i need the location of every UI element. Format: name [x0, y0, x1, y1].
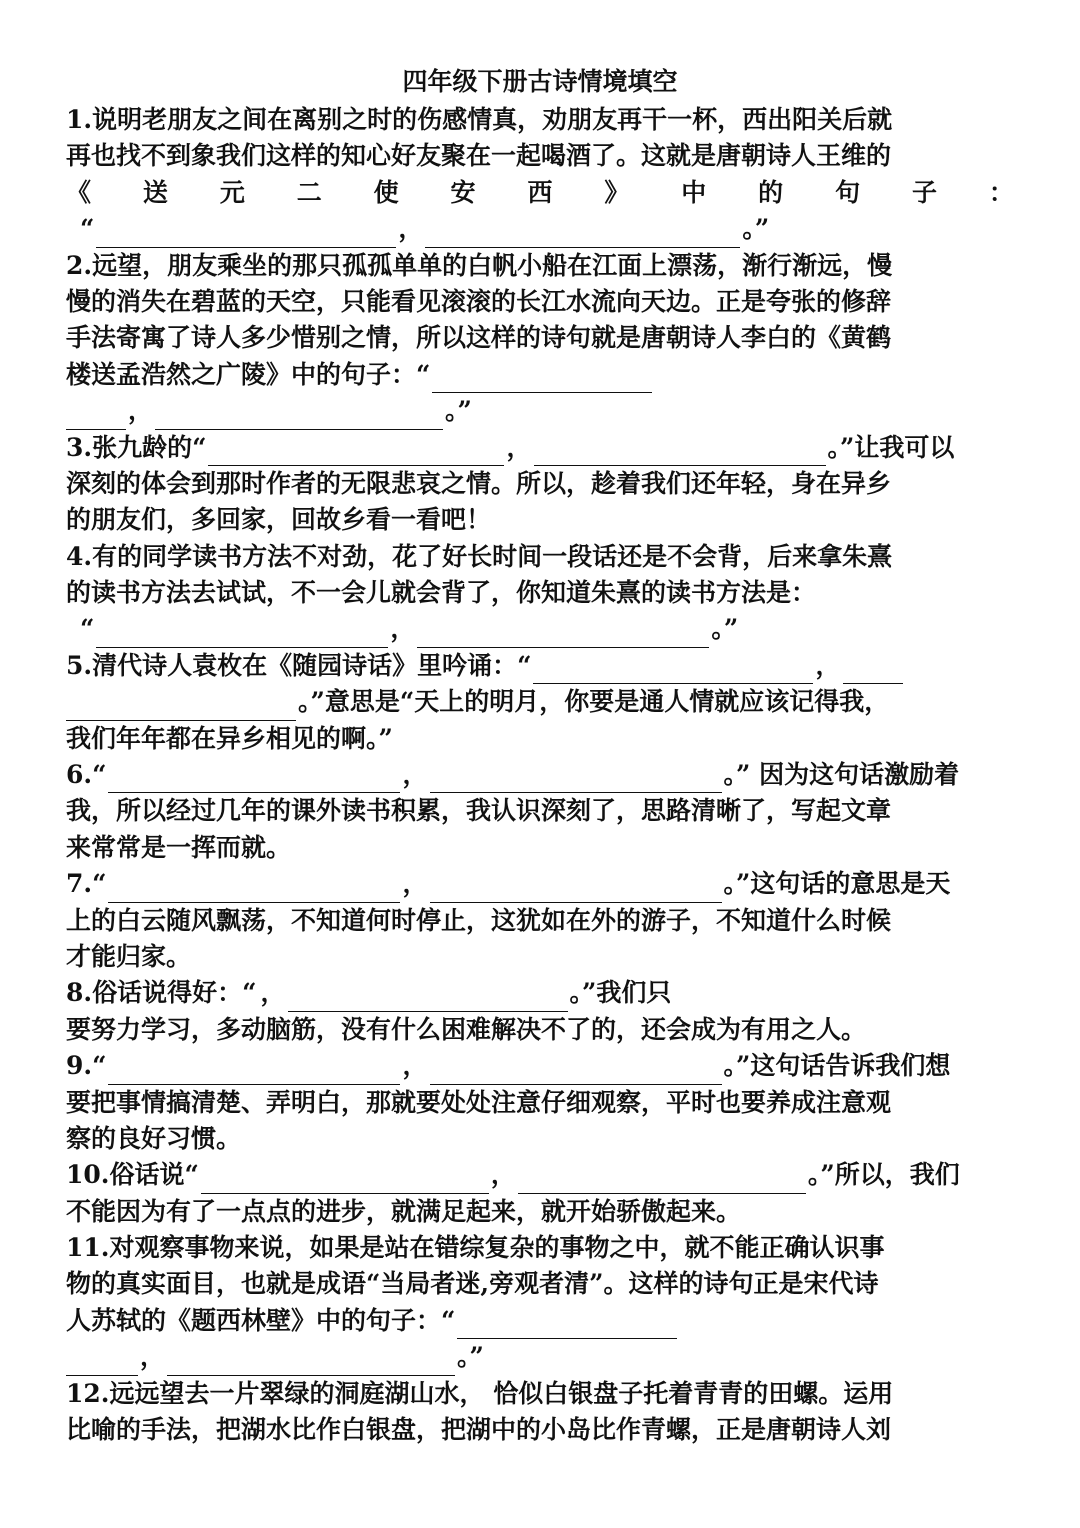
- q2-line-5: [66, 393, 1014, 429]
- q9-line-1: [66, 1048, 1014, 1084]
- answer-blank[interactable]: [432, 366, 652, 393]
- q1-char: 送: [142, 177, 168, 207]
- q1-line-2: 再也找不到象我们这样的知心好友聚在一起喝酒了。这就是唐朝诗人王维的: [66, 141, 892, 171]
- q9-text: 。”这句话告诉我们想: [723, 1051, 951, 1081]
- answer-blank[interactable]: [533, 657, 813, 684]
- comma: ，: [402, 760, 428, 790]
- comma: ，: [490, 1160, 516, 1190]
- q1-char: 的: [758, 177, 784, 207]
- q10-line-1: [66, 1157, 1014, 1193]
- q9-line-2: 要把事情搞清楚、弄明白，那就要处处注意仔细观察，平时也要养成注意观: [66, 1087, 892, 1117]
- answer-blank[interactable]: [96, 621, 388, 648]
- q3-text: 3.张九龄的“: [66, 432, 207, 462]
- q1-char: 子: [911, 177, 937, 207]
- q11-line-3: [66, 1303, 1014, 1339]
- q8-line-1: [66, 975, 1014, 1011]
- close-quote: 。”: [445, 396, 472, 426]
- q4-line-1: 4.有的同学读书方法不对劲，花了好长时间一段话还是不会背，后来拿朱熹: [66, 541, 893, 571]
- comma: ，: [390, 614, 416, 644]
- answer-blank[interactable]: [534, 439, 826, 466]
- answer-blank[interactable]: [518, 1167, 806, 1194]
- q11-text: 人苏轼的《题西林壁》中的句子：“: [66, 1305, 456, 1335]
- q2-line-4: [66, 357, 1014, 393]
- comma: ，: [140, 1342, 166, 1372]
- page-title: 四年级下册古诗情境填空: [402, 67, 678, 96]
- q1-line-3: [66, 175, 1014, 211]
- q7-line-1: [66, 866, 1014, 902]
- q6-line-2: 我，所以经过几年的课外读书积累，我认识深刻了，思路清晰了，写起文章: [66, 796, 892, 826]
- q2-line-2: 慢的消失在碧蓝的天空，只能看见滚滚的长江水流向天边。正是夸张的修辞: [66, 286, 892, 316]
- q6-text: 。” 因为这句话激励着: [723, 760, 960, 790]
- q2-line-3: 手法寄寓了诗人多少惜别之情，所以这样的诗句就是唐朝诗人李白的《黄鹤: [66, 323, 892, 353]
- q2-text: 楼送孟浩然之广陵》中的句子：“: [66, 359, 431, 389]
- open-quote: “: [80, 614, 95, 644]
- q7-line-3: 才能归家。: [66, 941, 192, 971]
- answer-blank[interactable]: [108, 1058, 400, 1085]
- q8-text: 8.俗话说得好：“: [66, 978, 257, 1008]
- q3-line-3: 的朋友们，多回家，回故乡看一看吧！: [66, 505, 492, 535]
- q7-text: 。”这句话的意思是天: [723, 869, 951, 899]
- comma: ，: [402, 1051, 428, 1081]
- answer-blank[interactable]: [430, 766, 722, 793]
- q1-char: 》: [604, 177, 630, 207]
- answer-blank[interactable]: [430, 1058, 722, 1085]
- answer-blank[interactable]: [288, 985, 568, 1012]
- q10-text: 。”所以，我们: [807, 1160, 960, 1190]
- comma: ，: [506, 432, 532, 462]
- q3-line-1: [66, 430, 1014, 466]
- q7-line-2: 上的白云随风飘荡，不知道何时停止，这犹如在外的游子，不知道什么时候: [66, 905, 892, 935]
- comma: ，: [260, 978, 286, 1008]
- q3-text: 。”让我可以: [827, 432, 955, 462]
- answer-blank[interactable]: [155, 403, 443, 430]
- q8-line-2: 要努力学习，多动脑筋，没有什么困难解决不了的，还会成为有用之人。: [66, 1014, 867, 1044]
- q10-line-2: 不能因为有了一点点的进步，就满足起来，就开始骄傲起来。: [66, 1196, 742, 1226]
- answer-blank[interactable]: [66, 1349, 138, 1376]
- q1-char: 西: [527, 177, 553, 207]
- q1-line-4: [66, 211, 1014, 247]
- answer-blank[interactable]: [66, 403, 126, 430]
- q5-line-1: [66, 648, 1014, 684]
- comma: ，: [815, 650, 841, 680]
- q5-text: 5.清代诗人袁枚在《随园诗话》里吟诵：“: [66, 650, 532, 680]
- answer-blank[interactable]: [108, 876, 400, 903]
- answer-blank[interactable]: [66, 694, 296, 721]
- answer-blank[interactable]: [96, 221, 396, 248]
- close-quote: 。”: [742, 214, 770, 244]
- q6-line-3: 来常常是一挥而就。: [66, 832, 292, 862]
- q7-text: 7.“: [66, 869, 107, 899]
- q1-char: 句: [835, 177, 861, 207]
- q9-line-3: 察的良好习惯。: [66, 1123, 242, 1153]
- q2-line-1: 2.远望，朋友乘坐的那只孤孤单单的白帆小船在江面上漂荡，渐行渐远，慢: [66, 250, 893, 280]
- q5-line-2: [66, 684, 1014, 720]
- q6-text: 6.“: [66, 760, 107, 790]
- answer-blank[interactable]: [457, 1312, 677, 1339]
- answer-blank[interactable]: [425, 221, 740, 248]
- answer-blank[interactable]: [417, 621, 709, 648]
- open-quote: “: [80, 214, 95, 244]
- q1-char: 使: [373, 177, 399, 207]
- answer-blank[interactable]: [201, 1167, 489, 1194]
- q10-text: 10.俗话说“: [66, 1160, 199, 1190]
- q5-text: 。”意思是“天上的明月，你要是通人情就应该记得我，: [298, 687, 890, 717]
- q1-char: 中: [681, 177, 707, 207]
- q11-line-4: [66, 1339, 1014, 1375]
- answer-blank[interactable]: [430, 876, 722, 903]
- q4-line-2: 的读书方法去试试，不一会儿就会背了，你知道朱熹的读书方法是：: [66, 578, 817, 608]
- q1-char: 《: [66, 177, 92, 207]
- q1-char: 二: [296, 177, 322, 207]
- close-quote: 。”: [711, 614, 739, 644]
- close-quote: 。”: [457, 1342, 484, 1372]
- comma: ，: [128, 396, 154, 426]
- q1-line-1: 1.说明老朋友之间在离别之时的伤感情真，劝朋友再干一杯，西出阳关后就: [66, 104, 893, 134]
- q11-line-1: 11.对观察事物来说，如果是站在错综复杂的事物之中，就不能正确认识事: [66, 1233, 885, 1263]
- answer-blank[interactable]: [108, 766, 400, 793]
- q1-char: 安: [450, 177, 476, 207]
- q5-line-3: 我们年年都在异乡相见的啊。”: [66, 723, 393, 753]
- q11-line-2: 物的真实面目，也就是成语“当局者迷,旁观者清”。这样的诗句正是宋代诗: [66, 1269, 879, 1299]
- answer-blank[interactable]: [167, 1349, 455, 1376]
- q1-char: 元: [219, 177, 245, 207]
- q6-line-1: [66, 757, 1014, 793]
- q4-line-3: [66, 611, 1014, 647]
- worksheet-page: [66, 62, 1014, 1448]
- comma: ，: [402, 869, 428, 899]
- q8-text: 。”我们只: [569, 978, 672, 1008]
- answer-blank[interactable]: [843, 657, 903, 684]
- q1-char: ：: [988, 177, 1014, 207]
- q9-text: 9.“: [66, 1051, 107, 1081]
- q12-line-1: 12.远远望去一片翠绿的洞庭湖山水， 恰似白银盘子托着青青的田螺。运用: [66, 1378, 894, 1408]
- q12-line-2: 比喻的手法，把湖水比作白银盘，把湖中的小岛比作青螺，正是唐朝诗人刘: [66, 1415, 892, 1445]
- q3-line-2: 深刻的体会到那时作者的无限悲哀之情。所以，趁着我们还年轻，身在异乡: [66, 468, 892, 498]
- answer-blank[interactable]: [208, 439, 504, 466]
- comma: ，: [398, 214, 424, 244]
